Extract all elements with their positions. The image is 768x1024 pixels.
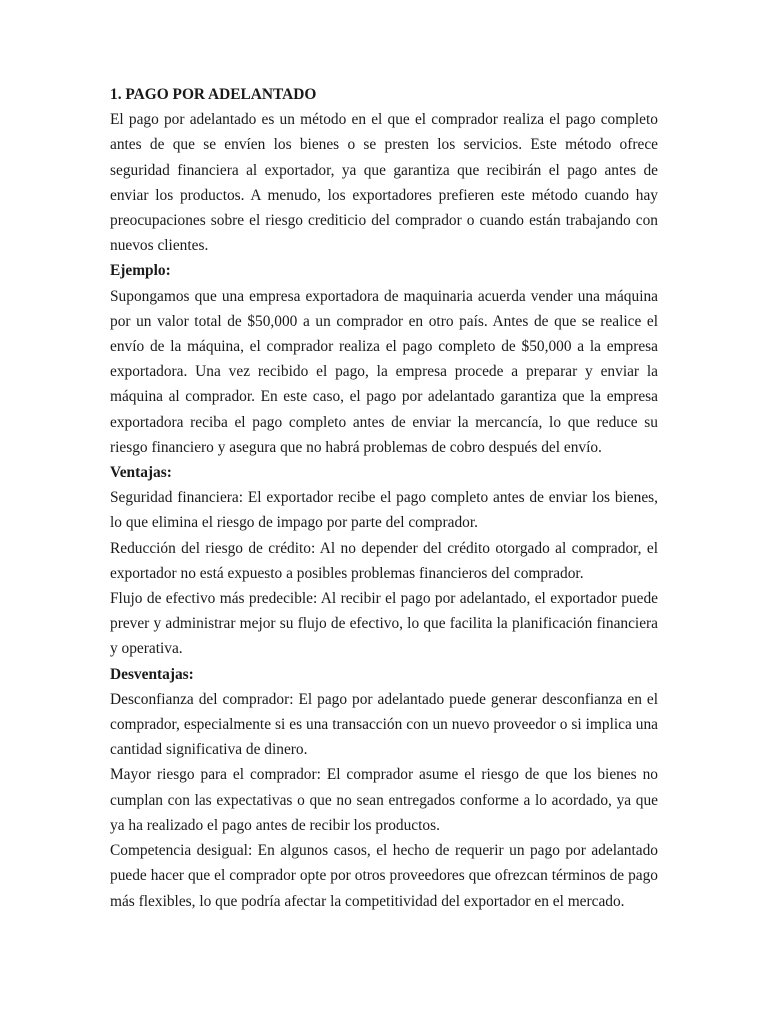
example-heading: Ejemplo: — [110, 262, 171, 280]
disadvantage-item-buyer-risk: Mayor riesgo para el comprador: El comprador asume el riesgo de que los bienes no cumplan con las expectativas o que no sean entregados conforme a lo acordado, ya que ya ha realizado el pago antes de recibir los productos. — [110, 766, 658, 834]
document-page — [110, 82, 658, 914]
disadvantages-heading: Desventajas: — [110, 665, 194, 683]
example-paragraph: Supongamos que una empresa exportadora de maquinaria acuerda vender una máquina por un valor total de $50,000 a un comprador en otro país. Antes de que se realice el envío de la máquina, el comprador realiza el pago completo de $50,000 a la empresa exportadora. Una vez recibido el pago, la empresa procede a preparar y enviar la máquina al comprador. En este caso, el pago por adelantado garantiza que la empresa exportadora reciba el pago completo antes de enviar la mercancía, lo que reduce su riesgo financiero y asegura que no habrá problemas de cobro después del envío. — [110, 287, 658, 456]
advantage-item-credit-risk: Reducción del riesgo de crédito: Al no depender del crédito otorgado al comprador, el exportador no está expuesto a posibles problemas financieros del comprador. — [110, 539, 658, 582]
advantages-heading: Ventajas: — [110, 464, 172, 482]
section-title: 1. PAGO POR ADELANTADO — [110, 86, 317, 103]
advantage-item-financial-security: Seguridad financiera: El exportador recibe el pago completo antes de enviar los bienes, lo que elimina el riesgo de impago por parte del comprador. — [110, 489, 658, 532]
intro-paragraph: El pago por adelantado es un método en el que el comprador realiza el pago completo antes de que se envíen los bienes o se presten los servicios. Este método ofrece seguridad financiera al exportador, ya que garantiza que recibirán el pago antes de enviar los productos. A menudo, los exportadores prefieren este método cuando hay preocupaciones sobre el riesgo crediticio del comprador o cuando están trabajando con nuevos clientes. — [110, 111, 658, 255]
disadvantage-item-unequal-competition: Competencia desigual: En algunos casos, el hecho de requerir un pago por adelantado puede hacer que el comprador opte por otros proveedores que ofrezcan términos de pago más flexibles, lo que podría afectar la competitividad del exportador en el mercado. — [110, 842, 658, 910]
disadvantage-item-buyer-distrust: Desconfianza del comprador: El pago por adelantado puede generar desconfianza en el comprador, especialmente si es una transacción con un nuevo proveedor o si implica una cantidad significativa de dinero. — [110, 690, 658, 759]
advantage-item-cash-flow: Flujo de efectivo más predecible: Al recibir el pago por adelantado, el exportador puede prever y administrar mejor su flujo de efectivo, lo que facilita la planificación financiera y operativa. — [110, 590, 658, 658]
